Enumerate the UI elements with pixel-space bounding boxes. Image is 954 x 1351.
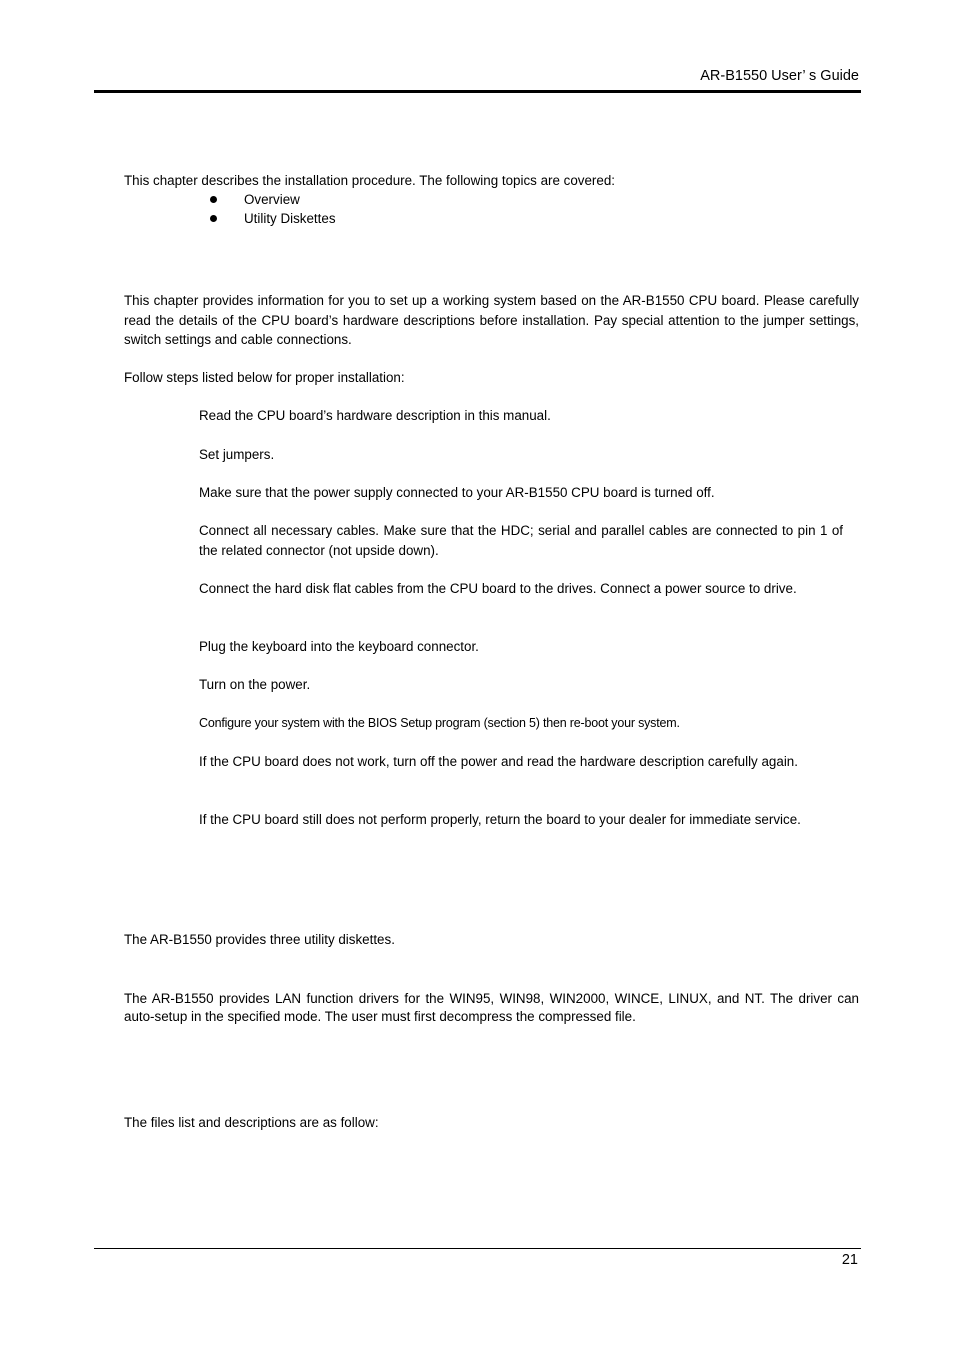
bullet-icon — [210, 196, 217, 203]
step-item: Connect the hard disk flat cables from the CPU board to the drives. Connect a power source to drive. — [199, 581, 797, 596]
step-item: Make sure that the power supply connected to your AR-B1550 CPU board is turned off. — [199, 485, 715, 500]
lan-driver-paragraph: The AR-B1550 provides LAN function drivers for the WIN95, WIN98, WIN2000, WINCE, LINUX, and NT. The driver can auto-setup in the specified mode. The user must first decompress the compressed file. — [124, 991, 859, 1024]
topic-label: Overview — [244, 192, 300, 207]
step-item: Read the CPU board’s hardware description in this manual. — [199, 408, 551, 423]
topic-item-overview — [210, 190, 300, 209]
header-rule — [94, 90, 861, 93]
step-item: Turn on the power. — [199, 677, 311, 692]
step-item: Configure your system with the BIOS Setup program (section 5) then re-boot your system. — [199, 716, 680, 730]
step-item: Set jumpers. — [199, 447, 275, 462]
step-item: Plug the keyboard into the keyboard connector. — [199, 639, 479, 654]
bullet-icon — [210, 215, 217, 222]
running-header: AR-B1550 User’ s Guide — [700, 68, 859, 84]
footer-rule — [94, 1248, 861, 1249]
step-item: If the CPU board does not work, turn off the power and read the hardware description carefully again. — [199, 754, 798, 769]
step-item: Connect all necessary cables. Make sure that the HDC; serial and parallel cables are connected to pin 1 of the related connector (not upside down). — [199, 523, 843, 558]
steps-intro: Follow steps listed below for proper installation: — [124, 370, 405, 385]
utility-intro: The AR-B1550 provides three utility diskettes. — [124, 932, 395, 947]
step-item: If the CPU board still does not perform properly, return the board to your dealer for immediate service. — [199, 812, 801, 827]
topic-item-utility-diskettes — [210, 209, 336, 228]
intro-text: This chapter describes the installation procedure. The following topics are covered: — [124, 173, 616, 188]
page-number: 21 — [841, 1252, 858, 1268]
topic-label: Utility Diskettes — [244, 211, 336, 226]
files-list-intro: The files list and descriptions are as follow: — [124, 1115, 379, 1130]
overview-paragraph: This chapter provides information for you to set up a working system based on the AR-B1550 CPU board. Please carefully read the details of the CPU board’s hardware descriptions before installation. Pay special attention to the jumper settings, switch settings and cable connections. — [124, 293, 859, 347]
